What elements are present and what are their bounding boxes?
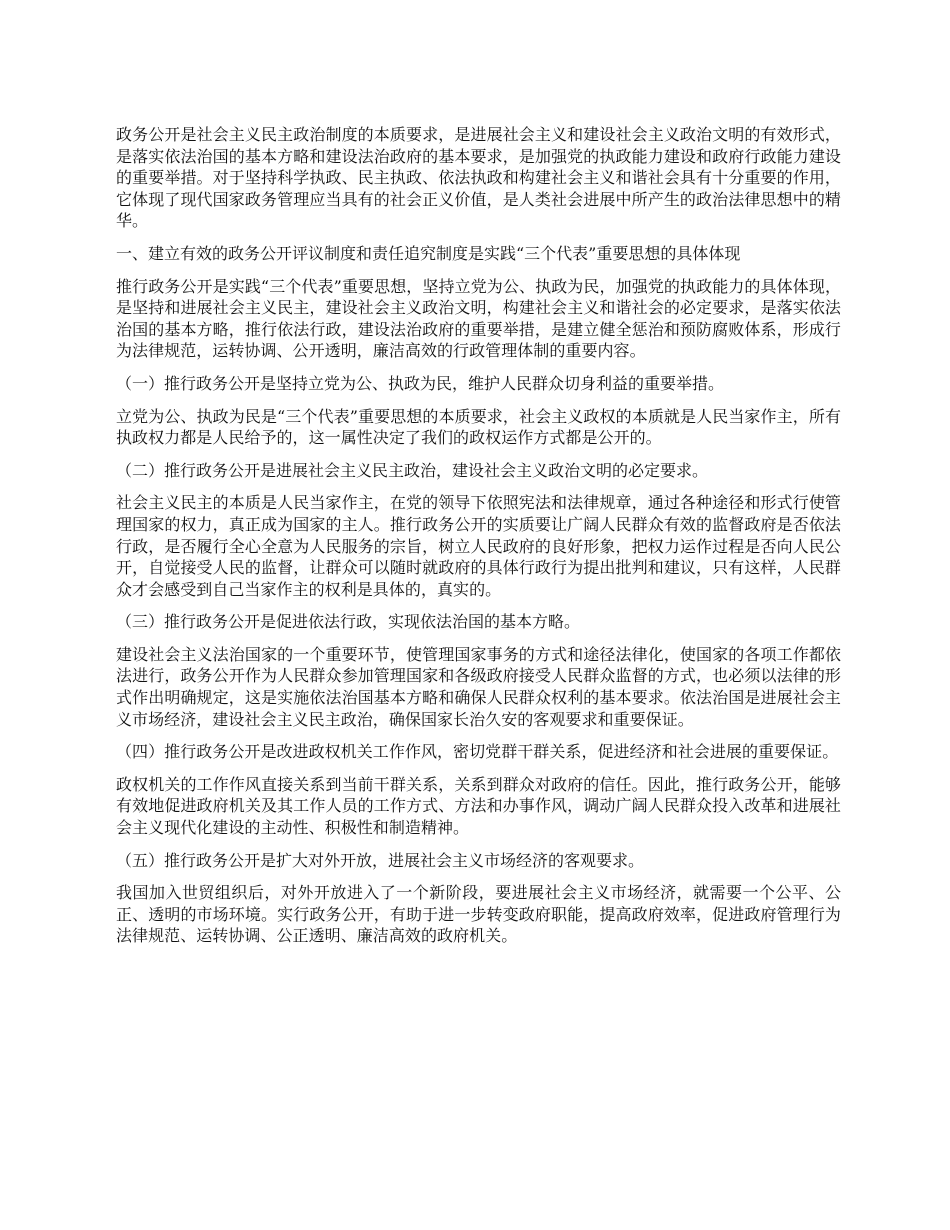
subheading-1: （一）推行政务公开是坚持立党为公、执政为民，维护人民群众切身利益的重要举措。 <box>116 373 725 393</box>
subsection-1-paragraph: 立党为公、执政为民是“三个代表”重要思想的本质要求，社会主义政权的本质就是人民当家作主，所有执政权力都是人民给予的，这一属性决定了我们的政权运作方式都是公开的。 <box>116 406 841 448</box>
subsection-2-paragraph: 社会主义民主的本质是人民当家作主，在党的领导下依照宪法和法律规章，通过各种途径和形式行使管理国家的权力，真正成为国家的主人。推行政务公开的实质要让广阔人民群众有效的监督政府是否依法行政，是否履行全心全意为人民服务的宗旨，树立人民政府的良好形象，把权力运作过程是否向人民公开，自觉接受人民的监督，让群众可以随时就政府的具体行政行为提出批判和建议，只有这样，人民群众才会感受到自己当家作主的权利是具体的，真实的。 <box>116 493 841 599</box>
section-1-paragraph: 推行政务公开是实践“三个代表”重要思想，坚持立党为公、执政为民，加强党的执政能力的具体体现，是坚持和进展社会主义民主，建设社会主义政治文明，构建社会主义和谐社会的必定要求，是落实依法治国的基本方略，推行依法行政，建设法治政府的重要举措，是建立健全惩治和预防腐败体系，形成行为法律规范，运转协调、公开透明，廉洁高效的行政管理体制的重要内容。 <box>116 276 841 361</box>
subheading-4: （四）推行政务公开是改进政权机关工作作风，密切党群干群关系，促进经济和社会进展的重要保证。 <box>116 742 839 762</box>
subheading-5: （五）推行政务公开是扩大对外开放，进展社会主义市场经济的客观要求。 <box>116 850 645 870</box>
section-heading-1: 一、建立有效的政务公开评议制度和责任追究制度是实践“三个代表”重要思想的具体体现 <box>116 243 741 263</box>
subsection-4-paragraph: 政权机关的工作作风直接关系到当前干群关系，关系到群众对政府的信任。因此，推行政务公开，能够有效地促进政府机关及其工作人员的工作方式、方法和办事作风，调动广阔人民群众投入改革和进展社会主义现代化建设的主动性、积极性和制造精神。 <box>116 774 841 838</box>
intro-paragraph: 政务公开是社会主义民主政治制度的本质要求，是进展社会主义和建设社会主义政治文明的有效形式，是落实依法治国的基本方略和建设法治政府的基本要求，是加强党的执政能力建设和政府行政能力建设的重要举措。对于坚持科学执政、民主执政、依法执政和构建社会主义和谐社会具有十分重要的作用，它体现了现代国家政务管理应当具有的社会正义价值，是人类社会进展中所产生的政治法律思想中的精华。 <box>116 125 841 231</box>
document-page <box>116 124 841 958</box>
subheading-3: （三）推行政务公开是促进依法行政，实现依法治国的基本方略。 <box>116 612 581 632</box>
subsection-3-paragraph: 建设社会主义法治国家的一个重要环节，使管理国家事务的方式和途径法律化，使国家的各项工作都依法进行，政务公开作为人民群众参加管理国家和各级政府接受人民群众监督的方式，也必须以法律的形式作出明确规定，这是实施依法治国基本方略和确保人民群众权利的基本要求。依法治国是进展社会主义市场经济，建设社会主义民主政治，确保国家长治久安的客观要求和重要保证。 <box>116 644 841 729</box>
subsection-5-paragraph: 我国加入世贸组织后，对外开放进入了一个新阶段，要进展社会主义市场经济，就需要一个公平、公正、透明的市场环境。实行政务公开，有助于进一步转变政府职能，提高政府效率，促进政府管理行为法律规范、运转协调、公正透明、廉洁高效的政府机关。 <box>116 883 841 946</box>
subheading-2: （二）推行政务公开是进展社会主义民主政治，建设社会主义政治文明的必定要求。 <box>116 460 709 480</box>
